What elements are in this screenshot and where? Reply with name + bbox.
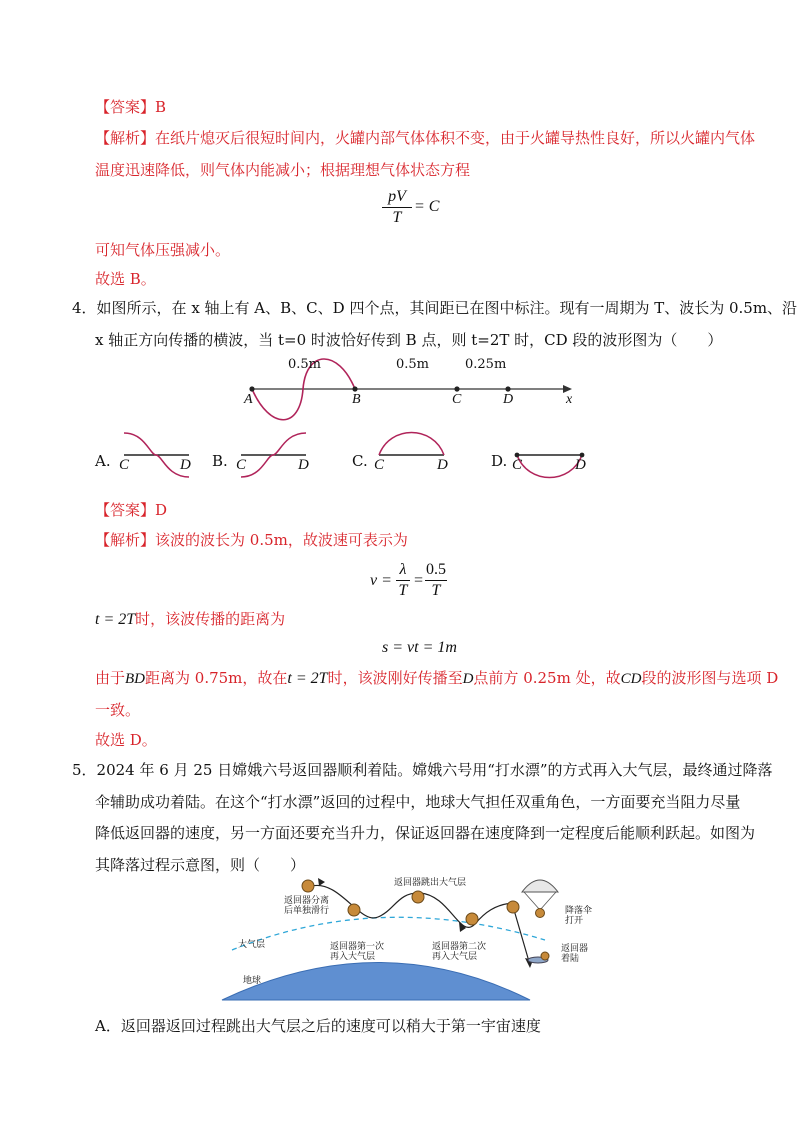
question-number: 5．	[72, 761, 97, 779]
analysis-text: 该波的波长为 0.5m，故波速可表示为	[155, 531, 408, 549]
text-segment: 由于	[95, 669, 126, 687]
point-d-label: D	[503, 392, 514, 407]
analysis-4-line4: 一致。	[95, 701, 141, 719]
segment-bd: BD	[125, 671, 146, 687]
analysis-3-line3: 可知气体压强减小。	[95, 241, 231, 259]
label-earth: 地球	[243, 976, 262, 986]
question-4-line2: x 轴正方向传播的横波，当 t=0 时波恰好传到 B 点，则 t=2T 时，CD 段的波形图为（ ）	[95, 331, 723, 349]
earth-shape	[222, 963, 530, 1001]
atmosphere-boundary	[232, 917, 545, 950]
time-expression: t = 2T	[95, 611, 136, 628]
capsule-1-icon	[302, 880, 314, 892]
option-a-d: D	[180, 457, 191, 473]
text-segment: 距离为 0.75m，故在	[145, 669, 288, 687]
question-5-option-a[interactable]: A．返回器返回过程跳出大气层之后的速度可以稍大于第一宇宙速度	[95, 1017, 541, 1035]
answer-value: D	[155, 501, 168, 519]
answer-tag: 【答案】	[95, 98, 156, 116]
text-segment: 段的波形图与选项 D	[641, 669, 779, 687]
label-first-entry: 返回器第一次 再入大气层	[330, 942, 385, 962]
question-text: 如图所示，在 x 轴上有 A、B、C、D 四个点，其间距已在图中标注。现有一周期为 T、波长为 0.5m、沿	[96, 299, 798, 317]
segment-cd: CD	[620, 671, 642, 687]
analysis-tag: 【解析】	[95, 129, 156, 147]
capsule-3-icon	[412, 891, 424, 903]
option-d-label[interactable]: D.	[491, 452, 508, 470]
option-a-c: C	[119, 457, 130, 473]
question-5-line4: 其降落过程示意图，则（ ）	[95, 856, 306, 874]
answer-tag: 【答案】	[95, 501, 156, 519]
point-a-label: A	[244, 392, 253, 407]
option-b-c: C	[236, 457, 247, 473]
fraction-denominator: T	[431, 582, 441, 599]
distance-cd-label: 0.25m	[465, 357, 507, 372]
analysis-text: 在纸片熄灭后很短时间内，火罐内部气体体积不变，由于火罐导热性良好，所以火罐内气体	[155, 129, 756, 147]
landed-capsule-icon	[528, 952, 549, 963]
analysis-3-line2: 温度迅速降低，则气体内能减小；根据理想气体状态方程	[95, 161, 471, 179]
label-atmosphere: 大气层	[238, 940, 266, 950]
option-d-c: C	[512, 457, 523, 473]
label-parachute: 降落伞 打开	[565, 906, 593, 926]
analysis-4-conclusion: 故选 D。	[95, 731, 157, 749]
fraction-denominator: T	[392, 209, 402, 226]
capsule-2-icon	[348, 904, 360, 916]
formula-rhs: = C	[414, 198, 440, 215]
distance-bc-label: 0.5m	[396, 357, 430, 372]
option-c-c: C	[374, 457, 385, 473]
question-text: 2024 年 6 月 25 日嫦娥六号返回器顺利着陆。嫦娥六号用“打水漂”的方式再入大气层，最终通过降落	[96, 761, 773, 779]
capsule-5-icon	[507, 901, 519, 913]
text-segment: 点前方 0.25m 处，故	[473, 669, 621, 687]
time-expression: t = 2T	[287, 670, 328, 687]
analysis-3-conclusion: 故选 B。	[95, 270, 156, 288]
fraction-numerator: 0.5	[426, 561, 446, 578]
point-d: D	[462, 671, 474, 687]
option-d-d: D	[575, 457, 586, 473]
point-c-label: C	[452, 392, 462, 407]
label-separation: 返回器分离 后单独滑行	[284, 896, 330, 916]
option-c-d: D	[437, 457, 448, 473]
question-5-line3: 降低返回器的速度，另一方面还要充当升力，保证返回器在速度降到一定程度后能顺利跃起。如图为	[95, 824, 756, 842]
option-b-label[interactable]: B.	[212, 452, 228, 470]
answer-value: B	[155, 98, 167, 116]
label-skip-out: 返回器跳出大气层	[394, 878, 467, 888]
trajectory-arrow-1	[318, 878, 325, 886]
option-c-label[interactable]: C.	[352, 452, 368, 470]
eq1-lhs: v =	[370, 572, 392, 589]
parachute-icon	[522, 880, 558, 918]
point-b-label: B	[352, 392, 361, 407]
option-b-d: D	[298, 457, 309, 473]
fraction-denominator: T	[398, 582, 408, 599]
x-axis-label: x	[566, 392, 573, 407]
option-a-label[interactable]: A.	[95, 452, 111, 470]
fraction-numerator: pV	[388, 188, 406, 205]
fraction-numerator: λ	[399, 561, 407, 578]
eq2: s = vt = 1m	[382, 639, 457, 656]
text-segment: 时，该波刚好传播至	[327, 669, 463, 687]
label-landing: 返回器 着陆	[561, 944, 589, 964]
eq1-equals: =	[413, 572, 424, 589]
analysis-tag: 【解析】	[95, 531, 156, 549]
question-number: 4．	[72, 299, 97, 317]
analysis-text: 时，该波传播的距离为	[135, 610, 286, 628]
question-5-line2: 伞辅助成功着陆。在这个“打水漂”返回的过程中，地球大气担任双重角色，一方面要充当阻力尽量	[95, 793, 741, 811]
distance-ab-label: 0.5m	[288, 357, 322, 372]
label-second-entry: 返回器第二次 再入大气层	[432, 942, 487, 962]
capsule-4-icon	[466, 913, 478, 925]
